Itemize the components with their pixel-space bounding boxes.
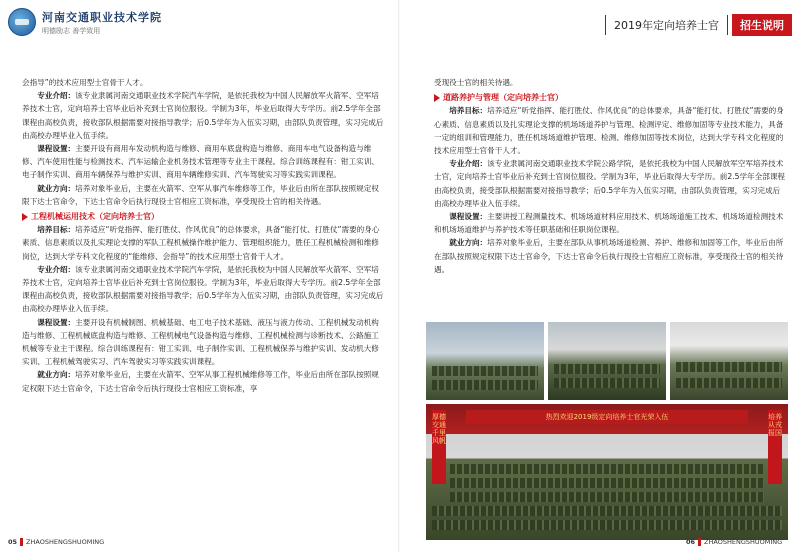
right-page	[400, 0, 800, 552]
side-banner-right: 培养从戎报国	[768, 410, 782, 484]
paragraph-label: 就业方向：	[37, 183, 76, 193]
header-title: 2019年定向培养士官	[605, 15, 728, 35]
paragraph-text: 该专业隶属河南交通职业技术学院汽车学院，是依托我校为中国人民解放军火箭军、空军培养技术士官，定向培养士官毕业后补充到士官岗位服役。学制为3年，毕业后取得大专学历。前2.5学年全部课程由高校负责，接收部队根据需要对接指导教学；后0.5学年为入伍实习期，由部队负责管理，实习完成后由高校办理毕业入伍手续。	[22, 91, 384, 140]
soldier-row	[450, 478, 764, 488]
soldier-row	[554, 364, 660, 374]
paragraph-label: 专业介绍：	[449, 159, 488, 169]
paragraph-text: 主要讲授工程测量技术、机场场道材料应用技术、机场场道施工技术、机场场道检测技术和机场场道维护与养护技术等任职基础和任职岗位课程。	[434, 212, 784, 235]
paragraph-text: 培养对象毕业后，主要在部队从事机场场道检测、养护、维修和加固等工作，毕业后由所在部队按照规定权限下达士官命令，下达士官命令后执行现役士官相应工资标准，享受现役士官的相关待遇。	[434, 238, 784, 274]
paragraph: 受现役士官的相关待遇。	[434, 78, 518, 87]
soldier-row	[432, 520, 782, 530]
paragraph	[434, 104, 786, 157]
section-title: 工程机械运用技术（定向培养士官）	[31, 212, 159, 222]
photo-group-enlistment	[426, 404, 788, 540]
paragraph	[434, 157, 786, 210]
paragraph-label: 课程设置：	[449, 212, 488, 222]
page-header	[605, 14, 792, 36]
page-number: 05	[8, 538, 18, 546]
paragraph-text: 培养适应“听党指挥、能打胜仗、作风优良”的总体要求，具备“能打仗、打胜仗”需要的身心素质、信息素质以及扎实理论支撑的军队工程机械操作维护能力、管理组织能力，胜任工程机械检测和维修岗位，达到大学专科文化程度的“能维修、会指导”的技术应用型士官骨干人才。	[22, 225, 380, 261]
footer-text: ZHAOSHENGSHUOMING	[26, 538, 105, 546]
paragraph-label: 课程设置：	[37, 317, 76, 327]
section-heading	[434, 91, 786, 104]
paragraph-label: 课程设置：	[37, 144, 76, 154]
side-banner-left: 厚德交通 千里风帆	[432, 410, 446, 484]
paragraph-label: 培养目标：	[449, 106, 488, 116]
paragraph-label: 就业方向：	[37, 370, 76, 380]
paragraph	[434, 236, 786, 276]
page-number: 06	[686, 538, 696, 546]
paragraph-text: 培养对象毕业后，主要在火箭军、空军从事工程机械维修等工作，毕业后由所在部队按照规定权限下达士官命令，下达士官命令后执行现役士官相应工资标准，享	[22, 370, 379, 393]
paragraph-label: 专业介绍：	[37, 264, 76, 274]
footer-bar	[20, 538, 23, 546]
paragraph-text: 培养适应“听党指挥、能打胜仗、作风优良”的总体要求，具备“能打仗、打胜仗”需要的身心素质、信息素质以及扎实理论支撑的机场场道养护与管理、检测评定、维修加固等专业技术能力，具备一定的组训和管理能力，胜任机场场道维护管理、检测、维修加固等技术岗位，达到大学专科文化程度的技术应用型士官骨干人才。	[434, 106, 784, 156]
soldier-row	[432, 506, 782, 516]
paragraph: 会指导”的技术应用型士官骨干人才。	[22, 78, 148, 87]
paragraph	[22, 182, 386, 208]
school-emblem-icon	[8, 8, 36, 36]
soldier-row	[676, 362, 782, 372]
page-footer	[8, 538, 104, 546]
paragraph	[22, 263, 386, 316]
footer-bar	[698, 538, 701, 546]
paragraph-text: 该专业隶属河南交通职业技术学院公路学院，是依托我校为中国人民解放军空军培养技术士官，定向培养士官毕业后补充到士官岗位服役。学制为3年，毕业后取得大专学历。前2.5学年全部课程由高校负责，接受部队根据需要对接指导教学；后0.5学年为入伍实习期，由部队负责管理，实习完成后由高校办理毕业入伍手续。	[434, 159, 786, 208]
paragraph-text: 该专业隶属河南交通职业技术学院汽车学院，是依托我校为中国人民解放军火箭军、空军培养技术士官，定向培养士官毕业后补充到士官岗位服役。学制为3年，毕业后取得大专学历。前2.5学年全部课程由高校负责，接收部队根据需要对接指导教学；后0.5学年为入伍实习期，由部队负责管理，实习完成后由高校办理毕业入伍手续。	[22, 264, 384, 314]
right-text-column	[434, 76, 786, 276]
section-heading	[22, 210, 386, 223]
header-badge: 招生说明	[732, 14, 792, 36]
triangle-bullet-icon	[22, 213, 28, 221]
photo-classroom	[670, 322, 788, 400]
paragraph-label: 就业方向：	[449, 238, 488, 248]
school-motto: 明德励志 善学致用	[42, 26, 101, 35]
paragraph	[22, 89, 386, 142]
soldier-row	[450, 464, 764, 474]
footer-text: ZHAOSHENGSHUOMING	[704, 538, 783, 546]
paragraph-label: 专业介绍：	[37, 91, 76, 101]
paragraph-label: 培养目标：	[37, 225, 76, 235]
paragraph	[22, 142, 386, 182]
paragraph-text: 培养对象毕业后，主要在火箭军、空军从事汽车维修等工作，毕业后由所在部队按照规定权限下达士官命令，下达士官命令后执行现役士官相应工资标准，享受现役士官的相关待遇。	[22, 183, 379, 206]
triangle-bullet-icon	[434, 94, 440, 102]
school-name-block	[42, 9, 162, 36]
paragraph	[434, 210, 786, 236]
soldier-row	[432, 380, 538, 390]
photo-soldiers-parade	[548, 322, 666, 400]
soldier-row	[676, 378, 782, 388]
soldier-row	[450, 492, 764, 502]
soldier-row	[432, 366, 538, 376]
left-text-column	[22, 76, 386, 395]
school-name: 河南交通职业技术学院	[42, 10, 162, 24]
photo-collage	[426, 322, 788, 540]
photo-banner: 热烈欢迎2019级定向培养士官光荣入伍	[466, 410, 748, 424]
section-title: 道路养护与管理（定向培养士官）	[443, 93, 563, 103]
photo-soldiers-outdoor	[426, 322, 544, 400]
soldier-row	[554, 378, 660, 388]
paragraph	[22, 223, 386, 263]
paragraph-text: 主要开设有商用车发动机构造与维修、商用车底盘构造与维修、商用车电气设备构造与维修、汽车使用性能与检测技术、汽车运输企业机务技术管理等专业主干课程。综合训练课程有：钳工实训、电子制作实训、商用车辆保养与维护实训、商用车辆维修实训、汽车驾驶实习等实践实训课程。	[22, 144, 379, 180]
paragraph-text: 主要开设有机械制图、机械基础、电工电子技术基础、液压与液力传动、工程机械发动机构造与维修、工程机械底盘构造与维修、工程机械电气设备构造与维修、工程机械检测与诊断技术、公路施工机械等专业主干课程。综合训练课程有：钳工实训、电子制作实训、工程机械保养与维护实训、发动机大修实训、工程机械驾驶实习、汽车驾驶实习等实践实训课程。	[22, 317, 379, 367]
paragraph	[22, 316, 386, 369]
paragraph	[22, 368, 386, 394]
school-logo-block	[8, 8, 162, 36]
page-footer	[686, 538, 782, 546]
